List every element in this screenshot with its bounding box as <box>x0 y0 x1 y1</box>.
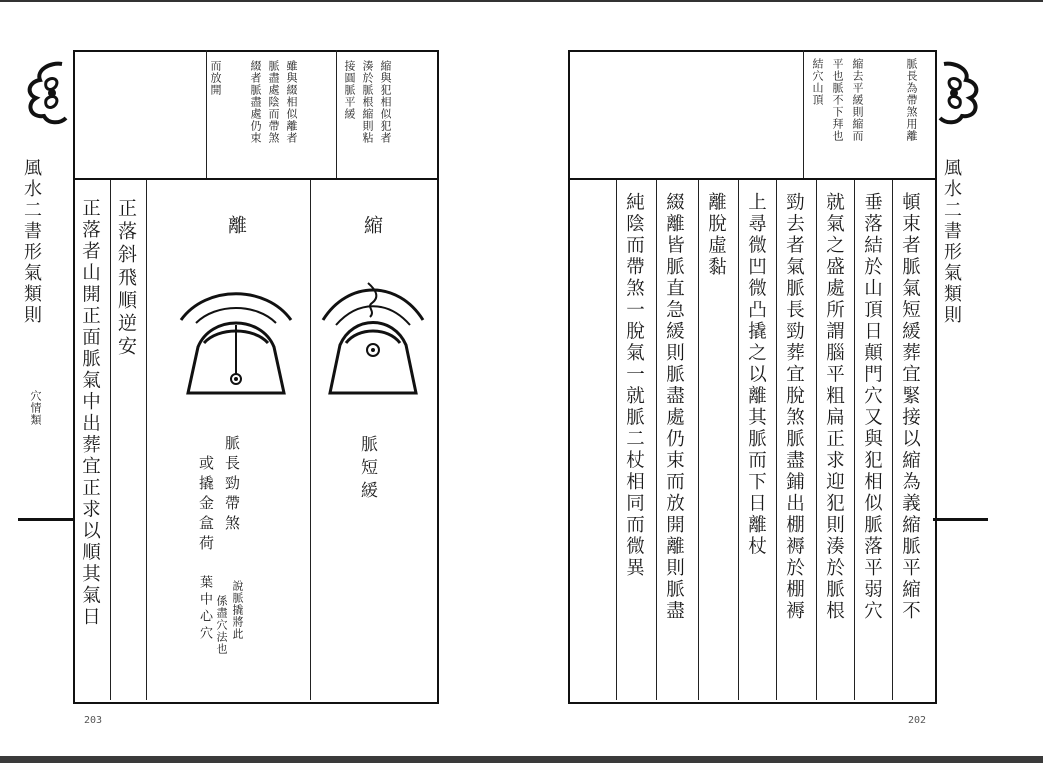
diagram-title-suo: 縮 <box>361 215 383 238</box>
left-top-note-3: 接圓脈平緩 <box>343 60 356 120</box>
left-col-divider-2 <box>146 180 147 700</box>
diagram-caption-li-1: 脈長勁帶煞 <box>223 435 241 535</box>
diagram-caption-li-3: 葉中心穴 <box>197 575 212 643</box>
right-cloud-ornament-icon <box>934 58 984 128</box>
right-col-divider-8 <box>616 180 617 700</box>
right-col-divider-1 <box>892 180 893 700</box>
right-body-col-7: 綴離皆脈直急緩則脈盡處仍束而放開離則脈盡 <box>663 192 685 622</box>
diagram-caption-suo: 脈短緩 <box>357 435 377 504</box>
right-top-note-1: 脈長為帶煞用離 <box>905 58 918 142</box>
right-col-divider-7 <box>656 180 657 700</box>
right-top-note-3: 平也脈不下拜也 <box>831 58 844 142</box>
diagram-title-li: 離 <box>225 215 247 238</box>
left-top-note-1: 縮與犯相似犯者 <box>379 60 392 144</box>
left-page-number: 203 <box>84 715 103 726</box>
right-top-note-2: 縮去平緩則縮而 <box>851 58 864 142</box>
suo-mountain-diagram <box>318 275 428 395</box>
li-small-note-1: 說脈撬將此 <box>231 580 244 640</box>
left-col-divider-3 <box>110 180 111 700</box>
window-bottom-bar <box>0 756 1043 763</box>
right-side-title: 風水二書形氣類則 <box>941 158 962 326</box>
left-header-rule <box>73 178 437 180</box>
right-col-divider-2 <box>854 180 855 700</box>
window-top-edge <box>0 0 1043 2</box>
left-side-title: 風水二書形氣類則 <box>21 158 42 326</box>
right-header-rule <box>568 178 935 180</box>
left-page <box>18 50 440 726</box>
right-outer-rule <box>933 518 988 521</box>
right-body-col-6: 離脫虛黏 <box>705 192 727 278</box>
right-col-divider-5 <box>738 180 739 700</box>
left-top-note-5: 脈盡處陰而帶煞 <box>267 60 280 144</box>
right-body-col-4: 勁去者氣脈長勁葬宜脫煞脈盡鋪出棚褥於棚褥 <box>783 192 805 622</box>
right-page <box>568 50 988 726</box>
left-note-divider <box>336 50 337 178</box>
right-top-note-4: 結穴山頂 <box>811 58 824 106</box>
left-top-note-2: 湊於脈根縮則粘 <box>361 60 374 144</box>
left-note-divider-2 <box>206 50 207 178</box>
li-mountain-diagram <box>176 275 296 395</box>
right-note-divider <box>803 50 804 178</box>
right-col-divider-3 <box>816 180 817 700</box>
right-body-col-1: 頓束者脈氣短緩葬宜緊接以縮為義縮脈平縮不 <box>899 192 921 622</box>
right-body-col-5: 上尋微凹微凸撬之以離其脈而下日離杖 <box>745 192 767 558</box>
left-outer-rule <box>18 518 73 521</box>
right-body-col-2: 垂落結於山頂日顛門穴又與犯相似脈落平弱穴 <box>861 192 883 622</box>
right-page-number: 202 <box>908 715 927 726</box>
left-heading: 正落斜飛順逆安 <box>115 198 137 359</box>
right-col-divider-6 <box>698 180 699 700</box>
left-top-note-7: 而放開 <box>209 60 222 96</box>
li-small-note-2: 係盡穴法也 <box>215 595 228 655</box>
diagram-caption-li-2: 或撬金盒荷 <box>197 455 215 555</box>
right-col-divider-4 <box>776 180 777 700</box>
left-body-text: 正落者山開正面脈氣中出葬宜正求以順其氣日 <box>79 198 101 628</box>
left-top-note-4: 雖與綴相似離者 <box>285 60 298 144</box>
left-col-divider-1 <box>310 180 311 700</box>
left-top-note-6: 綴者脈盡處仍束 <box>249 60 262 144</box>
left-cloud-ornament-icon <box>22 58 72 128</box>
right-body-col-3: 就氣之盛處所謂腦平粗扁正求迎犯則湊於脈根 <box>823 192 845 622</box>
left-section-label: 穴情類 <box>29 390 42 426</box>
right-body-col-8: 純陰而帶煞一脫氣一就脈二杖相同而微異 <box>623 192 645 579</box>
